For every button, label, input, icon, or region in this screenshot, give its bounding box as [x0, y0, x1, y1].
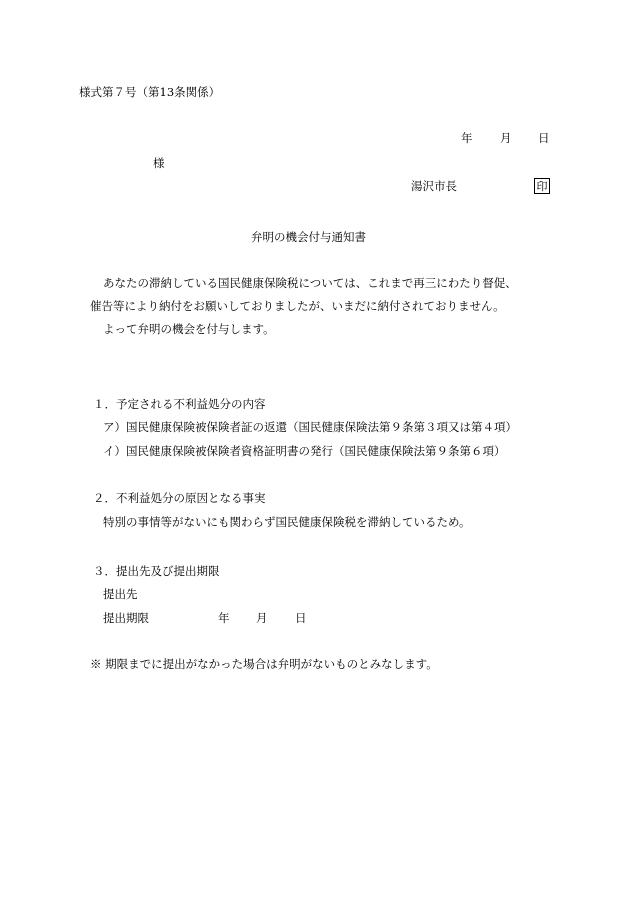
- deadline-day: 日: [295, 611, 307, 625]
- seal-stamp: [534, 178, 550, 194]
- closing-note: ※ 期限までに提出がなかった場合は弁明がないものとみなします。: [90, 657, 438, 671]
- section3-heading: ３．提出先及び提出期限: [93, 564, 220, 578]
- section1-item-i: イ）国民健康保険被保険者資格証明書の発行（国民健康保険法第９条第６項）: [103, 444, 506, 458]
- deadline-year: 年: [218, 611, 230, 625]
- date-year: 年: [461, 131, 473, 145]
- section1-item-a: ア）国民健康保険被保険者証の返還（国民健康保険法第９条第３項又は第４項）: [103, 420, 517, 434]
- document-title: 弁明の機会付与通知書: [251, 230, 366, 244]
- date-day: 日: [538, 131, 550, 145]
- date-month: 月: [500, 131, 512, 145]
- issuer-name: 湯沢市長: [411, 179, 457, 193]
- section2-text: 特別の事情等がないにも関わらず国民健康保険税を滞納しているため。: [103, 515, 471, 529]
- section2-heading: ２．不利益処分の原因となる事実: [93, 491, 266, 505]
- body-para2: よって弁明の機会を付与します。: [103, 322, 275, 336]
- destination-label: 提出先: [103, 587, 138, 601]
- deadline-label: 提出期限: [103, 611, 149, 625]
- seal-label: 印: [536, 179, 548, 193]
- deadline-month: 月: [256, 611, 268, 625]
- body-para1-line2: 催告等により納付をお願いしておりましたが、いまだに納付されておりません。: [90, 299, 505, 313]
- form-number: 様式第７号（第13条関係）: [79, 85, 221, 99]
- body-para1-line1: あなたの滞納している国民健康保険税については、これまで再三にわたり督促、: [103, 276, 517, 290]
- section1-heading: １．予定される不利益処分の内容: [93, 397, 266, 411]
- addressee-sama: 様: [153, 156, 165, 170]
